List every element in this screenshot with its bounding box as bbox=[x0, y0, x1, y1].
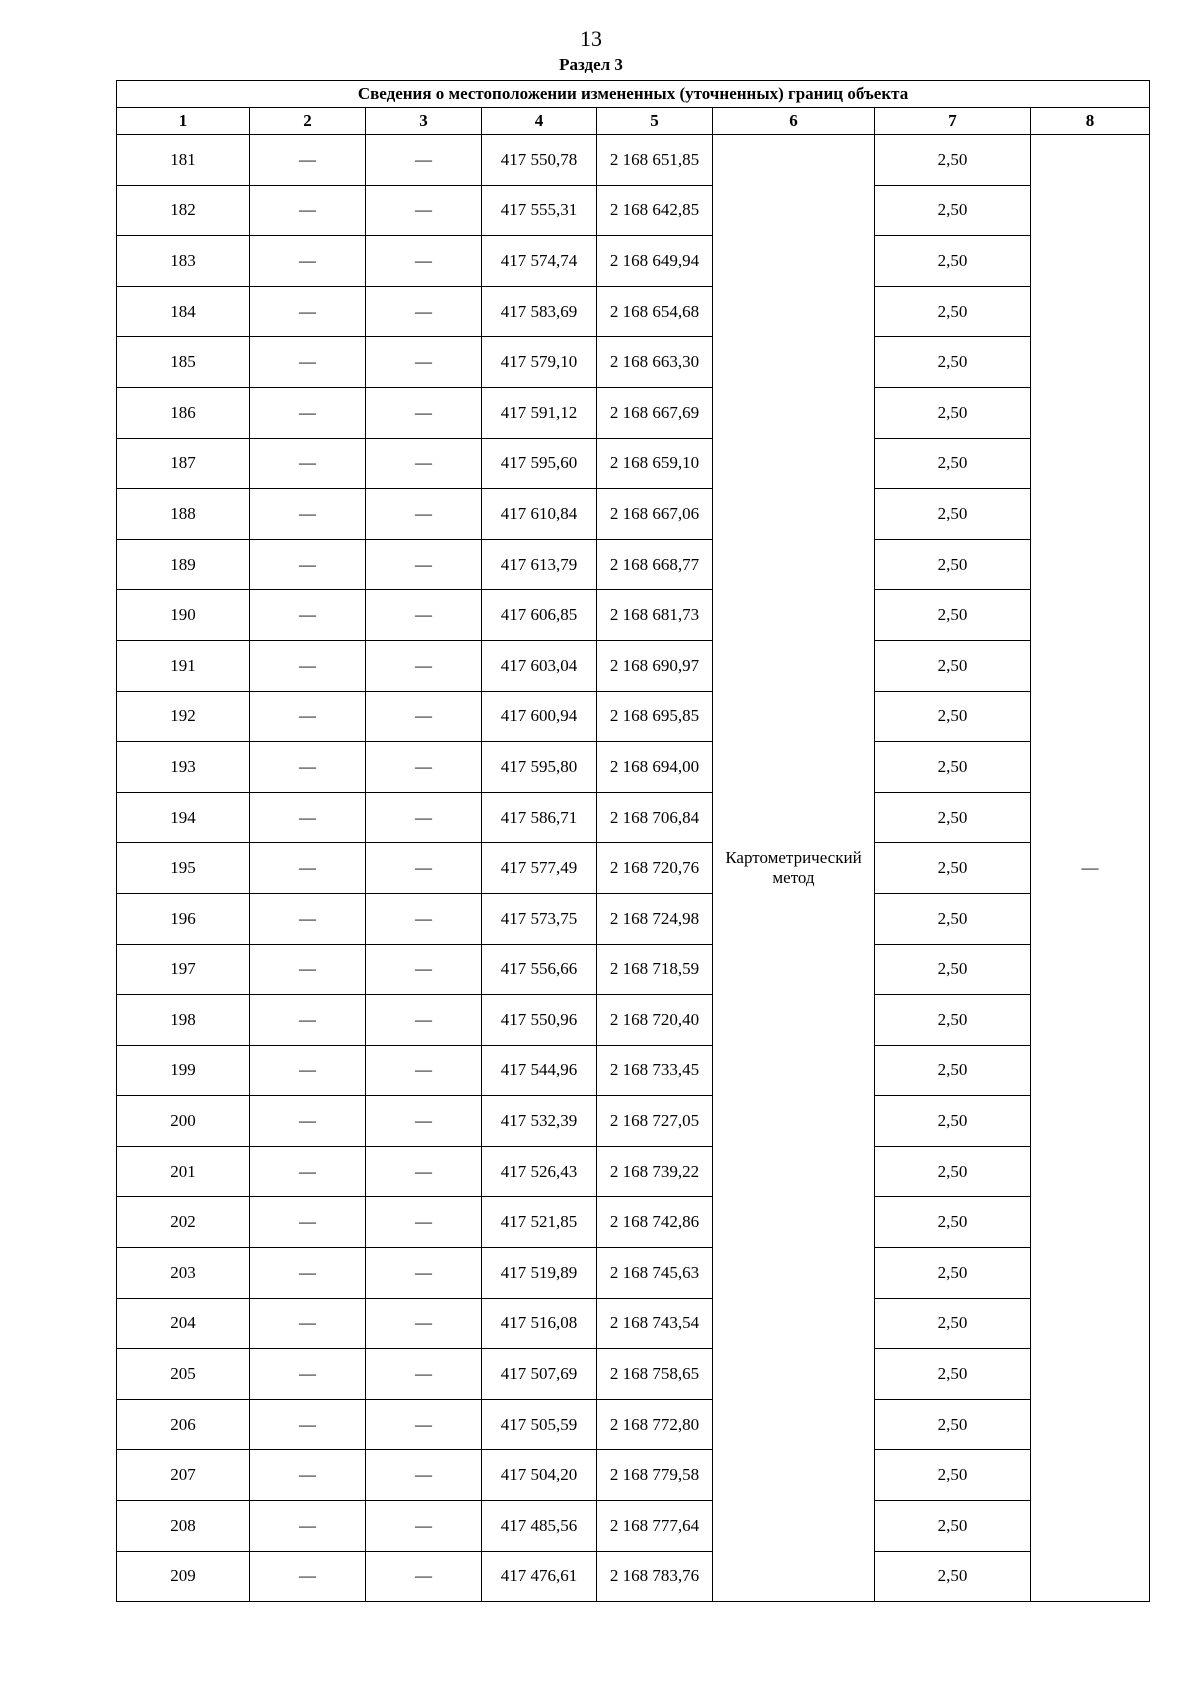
accuracy-cell: 2,50 bbox=[875, 893, 1031, 944]
col3-cell: — bbox=[366, 1450, 482, 1501]
col3-cell: — bbox=[366, 286, 482, 337]
col2-cell: — bbox=[250, 1146, 366, 1197]
x-coordinate-cell: 417 556,66 bbox=[482, 944, 597, 995]
accuracy-cell: 2,50 bbox=[875, 1450, 1031, 1501]
x-coordinate-cell: 417 550,96 bbox=[482, 995, 597, 1046]
col2-cell: — bbox=[250, 1248, 366, 1299]
y-coordinate-cell: 2 168 706,84 bbox=[597, 792, 713, 843]
y-coordinate-cell: 2 168 720,40 bbox=[597, 995, 713, 1046]
table-row bbox=[117, 387, 1150, 438]
x-coordinate-cell: 417 504,20 bbox=[482, 1450, 597, 1501]
col3-cell: — bbox=[366, 236, 482, 287]
table-row bbox=[117, 1096, 1150, 1147]
accuracy-cell: 2,50 bbox=[875, 438, 1031, 489]
accuracy-cell: 2,50 bbox=[875, 1298, 1031, 1349]
accuracy-cell: 2,50 bbox=[875, 1349, 1031, 1400]
col2-cell: — bbox=[250, 1450, 366, 1501]
accuracy-cell: 2,50 bbox=[875, 792, 1031, 843]
y-coordinate-cell: 2 168 724,98 bbox=[597, 893, 713, 944]
col2-cell: — bbox=[250, 944, 366, 995]
x-coordinate-cell: 417 600,94 bbox=[482, 691, 597, 742]
col3-cell: — bbox=[366, 438, 482, 489]
accuracy-cell: 2,50 bbox=[875, 135, 1031, 186]
col8-cell: — bbox=[1031, 135, 1150, 1602]
point-number-cell: 182 bbox=[117, 185, 250, 236]
col3-cell: — bbox=[366, 1551, 482, 1602]
col2-cell: — bbox=[250, 387, 366, 438]
x-coordinate-cell: 417 613,79 bbox=[482, 539, 597, 590]
y-coordinate-cell: 2 168 743,54 bbox=[597, 1298, 713, 1349]
point-number-cell: 207 bbox=[117, 1450, 250, 1501]
table-row bbox=[117, 1551, 1150, 1602]
table-row bbox=[117, 1146, 1150, 1197]
point-number-cell: 185 bbox=[117, 337, 250, 388]
x-coordinate-cell: 417 573,75 bbox=[482, 893, 597, 944]
col2-cell: — bbox=[250, 590, 366, 641]
col2-cell: — bbox=[250, 843, 366, 894]
point-number-cell: 181 bbox=[117, 135, 250, 186]
col3-cell: — bbox=[366, 185, 482, 236]
point-number-cell: 193 bbox=[117, 742, 250, 793]
section-title: Раздел 3 bbox=[559, 55, 623, 74]
x-coordinate-cell: 417 507,69 bbox=[482, 1349, 597, 1400]
table-row bbox=[117, 893, 1150, 944]
point-number-cell: 201 bbox=[117, 1146, 250, 1197]
point-number-cell: 190 bbox=[117, 590, 250, 641]
column-number: 8 bbox=[1031, 108, 1150, 135]
point-number-cell: 184 bbox=[117, 286, 250, 337]
point-number-cell: 203 bbox=[117, 1248, 250, 1299]
col3-cell: — bbox=[366, 1349, 482, 1400]
y-coordinate-cell: 2 168 777,64 bbox=[597, 1501, 713, 1552]
col3-cell: — bbox=[366, 387, 482, 438]
point-number-cell: 192 bbox=[117, 691, 250, 742]
x-coordinate-cell: 417 476,61 bbox=[482, 1551, 597, 1602]
point-number-cell: 197 bbox=[117, 944, 250, 995]
y-coordinate-cell: 2 168 733,45 bbox=[597, 1045, 713, 1096]
x-coordinate-cell: 417 526,43 bbox=[482, 1146, 597, 1197]
col2-cell: — bbox=[250, 236, 366, 287]
y-coordinate-cell: 2 168 745,63 bbox=[597, 1248, 713, 1299]
x-coordinate-cell: 417 586,71 bbox=[482, 792, 597, 843]
column-number: 5 bbox=[597, 108, 713, 135]
x-coordinate-cell: 417 603,04 bbox=[482, 640, 597, 691]
col3-cell: — bbox=[366, 1045, 482, 1096]
table-row bbox=[117, 135, 1150, 186]
col3-cell: — bbox=[366, 944, 482, 995]
x-coordinate-cell: 417 574,74 bbox=[482, 236, 597, 287]
col3-cell: — bbox=[366, 1096, 482, 1147]
col2-cell: — bbox=[250, 640, 366, 691]
y-coordinate-cell: 2 168 739,22 bbox=[597, 1146, 713, 1197]
col2-cell: — bbox=[250, 691, 366, 742]
accuracy-cell: 2,50 bbox=[875, 337, 1031, 388]
col2-cell: — bbox=[250, 1551, 366, 1602]
col3-cell: — bbox=[366, 337, 482, 388]
y-coordinate-cell: 2 168 663,30 bbox=[597, 337, 713, 388]
accuracy-cell: 2,50 bbox=[875, 1399, 1031, 1450]
col2-cell: — bbox=[250, 995, 366, 1046]
col2-cell: — bbox=[250, 1349, 366, 1400]
col2-cell: — bbox=[250, 1298, 366, 1349]
col3-cell: — bbox=[366, 1298, 482, 1349]
col3-cell: — bbox=[366, 1248, 482, 1299]
y-coordinate-cell: 2 168 783,76 bbox=[597, 1551, 713, 1602]
col2-cell: — bbox=[250, 438, 366, 489]
table-row bbox=[117, 944, 1150, 995]
table-row bbox=[117, 286, 1150, 337]
point-number-cell: 209 bbox=[117, 1551, 250, 1602]
col3-cell: — bbox=[366, 1146, 482, 1197]
table-row bbox=[117, 1298, 1150, 1349]
point-number-cell: 199 bbox=[117, 1045, 250, 1096]
accuracy-cell: 2,50 bbox=[875, 1096, 1031, 1147]
x-coordinate-cell: 417 519,89 bbox=[482, 1248, 597, 1299]
col2-cell: — bbox=[250, 185, 366, 236]
point-number-cell: 200 bbox=[117, 1096, 250, 1147]
table-body bbox=[117, 135, 1150, 1602]
table-row bbox=[117, 489, 1150, 540]
col3-cell: — bbox=[366, 893, 482, 944]
accuracy-cell: 2,50 bbox=[875, 944, 1031, 995]
point-number-cell: 183 bbox=[117, 236, 250, 287]
col3-cell: — bbox=[366, 489, 482, 540]
col3-cell: — bbox=[366, 1197, 482, 1248]
table-row bbox=[117, 792, 1150, 843]
column-number: 4 bbox=[482, 108, 597, 135]
table-caption: Сведения о местоположении измененных (уточненных) границ объекта bbox=[117, 81, 1150, 108]
table-row bbox=[117, 691, 1150, 742]
accuracy-cell: 2,50 bbox=[875, 640, 1031, 691]
y-coordinate-cell: 2 168 667,06 bbox=[597, 489, 713, 540]
column-number: 2 bbox=[250, 108, 366, 135]
table-row bbox=[117, 1399, 1150, 1450]
table-row bbox=[117, 640, 1150, 691]
col2-cell: — bbox=[250, 792, 366, 843]
point-number-cell: 194 bbox=[117, 792, 250, 843]
x-coordinate-cell: 417 521,85 bbox=[482, 1197, 597, 1248]
point-number-cell: 195 bbox=[117, 843, 250, 894]
x-coordinate-cell: 417 579,10 bbox=[482, 337, 597, 388]
table-row bbox=[117, 742, 1150, 793]
table-row bbox=[117, 843, 1150, 894]
point-number-cell: 188 bbox=[117, 489, 250, 540]
boundary-coordinates-table bbox=[116, 80, 1150, 1602]
col3-cell: — bbox=[366, 792, 482, 843]
accuracy-cell: 2,50 bbox=[875, 539, 1031, 590]
accuracy-cell: 2,50 bbox=[875, 236, 1031, 287]
y-coordinate-cell: 2 168 772,80 bbox=[597, 1399, 713, 1450]
col3-cell: — bbox=[366, 590, 482, 641]
table-row bbox=[117, 1349, 1150, 1400]
table-row bbox=[117, 995, 1150, 1046]
accuracy-cell: 2,50 bbox=[875, 843, 1031, 894]
column-numbers-row bbox=[117, 108, 1150, 135]
col2-cell: — bbox=[250, 539, 366, 590]
point-number-cell: 204 bbox=[117, 1298, 250, 1349]
accuracy-cell: 2,50 bbox=[875, 1501, 1031, 1552]
column-number: 3 bbox=[366, 108, 482, 135]
y-coordinate-cell: 2 168 727,05 bbox=[597, 1096, 713, 1147]
y-coordinate-cell: 2 168 758,65 bbox=[597, 1349, 713, 1400]
col3-cell: — bbox=[366, 691, 482, 742]
accuracy-cell: 2,50 bbox=[875, 1248, 1031, 1299]
point-number-cell: 187 bbox=[117, 438, 250, 489]
point-number-cell: 196 bbox=[117, 893, 250, 944]
y-coordinate-cell: 2 168 667,69 bbox=[597, 387, 713, 438]
col3-cell: — bbox=[366, 135, 482, 186]
accuracy-cell: 2,50 bbox=[875, 185, 1031, 236]
table-row bbox=[117, 1248, 1150, 1299]
x-coordinate-cell: 417 532,39 bbox=[482, 1096, 597, 1147]
x-coordinate-cell: 417 544,96 bbox=[482, 1045, 597, 1096]
y-coordinate-cell: 2 168 742,86 bbox=[597, 1197, 713, 1248]
accuracy-cell: 2,50 bbox=[875, 1146, 1031, 1197]
y-coordinate-cell: 2 168 718,59 bbox=[597, 944, 713, 995]
y-coordinate-cell: 2 168 720,76 bbox=[597, 843, 713, 894]
table-row bbox=[117, 539, 1150, 590]
accuracy-cell: 2,50 bbox=[875, 387, 1031, 438]
col2-cell: — bbox=[250, 893, 366, 944]
point-number-cell: 189 bbox=[117, 539, 250, 590]
col2-cell: — bbox=[250, 1197, 366, 1248]
column-number: 1 bbox=[117, 108, 250, 135]
column-number: 6 bbox=[713, 108, 875, 135]
table-row bbox=[117, 1045, 1150, 1096]
y-coordinate-cell: 2 168 642,85 bbox=[597, 185, 713, 236]
col3-cell: — bbox=[366, 995, 482, 1046]
x-coordinate-cell: 417 505,59 bbox=[482, 1399, 597, 1450]
point-number-cell: 205 bbox=[117, 1349, 250, 1400]
table-row bbox=[117, 337, 1150, 388]
col2-cell: — bbox=[250, 1399, 366, 1450]
accuracy-cell: 2,50 bbox=[875, 742, 1031, 793]
accuracy-cell: 2,50 bbox=[875, 489, 1031, 540]
col3-cell: — bbox=[366, 539, 482, 590]
y-coordinate-cell: 2 168 649,94 bbox=[597, 236, 713, 287]
accuracy-cell: 2,50 bbox=[875, 691, 1031, 742]
col3-cell: — bbox=[366, 640, 482, 691]
point-number-cell: 202 bbox=[117, 1197, 250, 1248]
y-coordinate-cell: 2 168 654,68 bbox=[597, 286, 713, 337]
point-number-cell: 206 bbox=[117, 1399, 250, 1450]
col2-cell: — bbox=[250, 286, 366, 337]
col2-cell: — bbox=[250, 1045, 366, 1096]
x-coordinate-cell: 417 595,80 bbox=[482, 742, 597, 793]
col3-cell: — bbox=[366, 843, 482, 894]
table-row bbox=[117, 1197, 1150, 1248]
y-coordinate-cell: 2 168 668,77 bbox=[597, 539, 713, 590]
y-coordinate-cell: 2 168 651,85 bbox=[597, 135, 713, 186]
col2-cell: — bbox=[250, 135, 366, 186]
x-coordinate-cell: 417 595,60 bbox=[482, 438, 597, 489]
col2-cell: — bbox=[250, 742, 366, 793]
col3-cell: — bbox=[366, 1501, 482, 1552]
y-coordinate-cell: 2 168 695,85 bbox=[597, 691, 713, 742]
y-coordinate-cell: 2 168 659,10 bbox=[597, 438, 713, 489]
table-row bbox=[117, 1501, 1150, 1552]
col2-cell: — bbox=[250, 1501, 366, 1552]
point-number-cell: 191 bbox=[117, 640, 250, 691]
x-coordinate-cell: 417 610,84 bbox=[482, 489, 597, 540]
accuracy-cell: 2,50 bbox=[875, 1045, 1031, 1096]
accuracy-cell: 2,50 bbox=[875, 1197, 1031, 1248]
y-coordinate-cell: 2 168 681,73 bbox=[597, 590, 713, 641]
x-coordinate-cell: 417 577,49 bbox=[482, 843, 597, 894]
accuracy-cell: 2,50 bbox=[875, 286, 1031, 337]
table-row bbox=[117, 590, 1150, 641]
x-coordinate-cell: 417 583,69 bbox=[482, 286, 597, 337]
y-coordinate-cell: 2 168 694,00 bbox=[597, 742, 713, 793]
x-coordinate-cell: 417 485,56 bbox=[482, 1501, 597, 1552]
col2-cell: — bbox=[250, 1096, 366, 1147]
col3-cell: — bbox=[366, 1399, 482, 1450]
table-row bbox=[117, 1450, 1150, 1501]
table-row bbox=[117, 236, 1150, 287]
x-coordinate-cell: 417 555,31 bbox=[482, 185, 597, 236]
x-coordinate-cell: 417 591,12 bbox=[482, 387, 597, 438]
table-row bbox=[117, 185, 1150, 236]
point-number-cell: 208 bbox=[117, 1501, 250, 1552]
x-coordinate-cell: 417 606,85 bbox=[482, 590, 597, 641]
y-coordinate-cell: 2 168 779,58 bbox=[597, 1450, 713, 1501]
point-number-cell: 186 bbox=[117, 387, 250, 438]
col2-cell: — bbox=[250, 337, 366, 388]
col2-cell: — bbox=[250, 489, 366, 540]
column-number: 7 bbox=[875, 108, 1031, 135]
y-coordinate-cell: 2 168 690,97 bbox=[597, 640, 713, 691]
page-number: 13 bbox=[580, 26, 602, 51]
accuracy-cell: 2,50 bbox=[875, 590, 1031, 641]
col3-cell: — bbox=[366, 742, 482, 793]
method-cell: Картометрический метод bbox=[713, 135, 875, 1602]
x-coordinate-cell: 417 516,08 bbox=[482, 1298, 597, 1349]
table-row bbox=[117, 438, 1150, 489]
accuracy-cell: 2,50 bbox=[875, 1551, 1031, 1602]
x-coordinate-cell: 417 550,78 bbox=[482, 135, 597, 186]
accuracy-cell: 2,50 bbox=[875, 995, 1031, 1046]
point-number-cell: 198 bbox=[117, 995, 250, 1046]
